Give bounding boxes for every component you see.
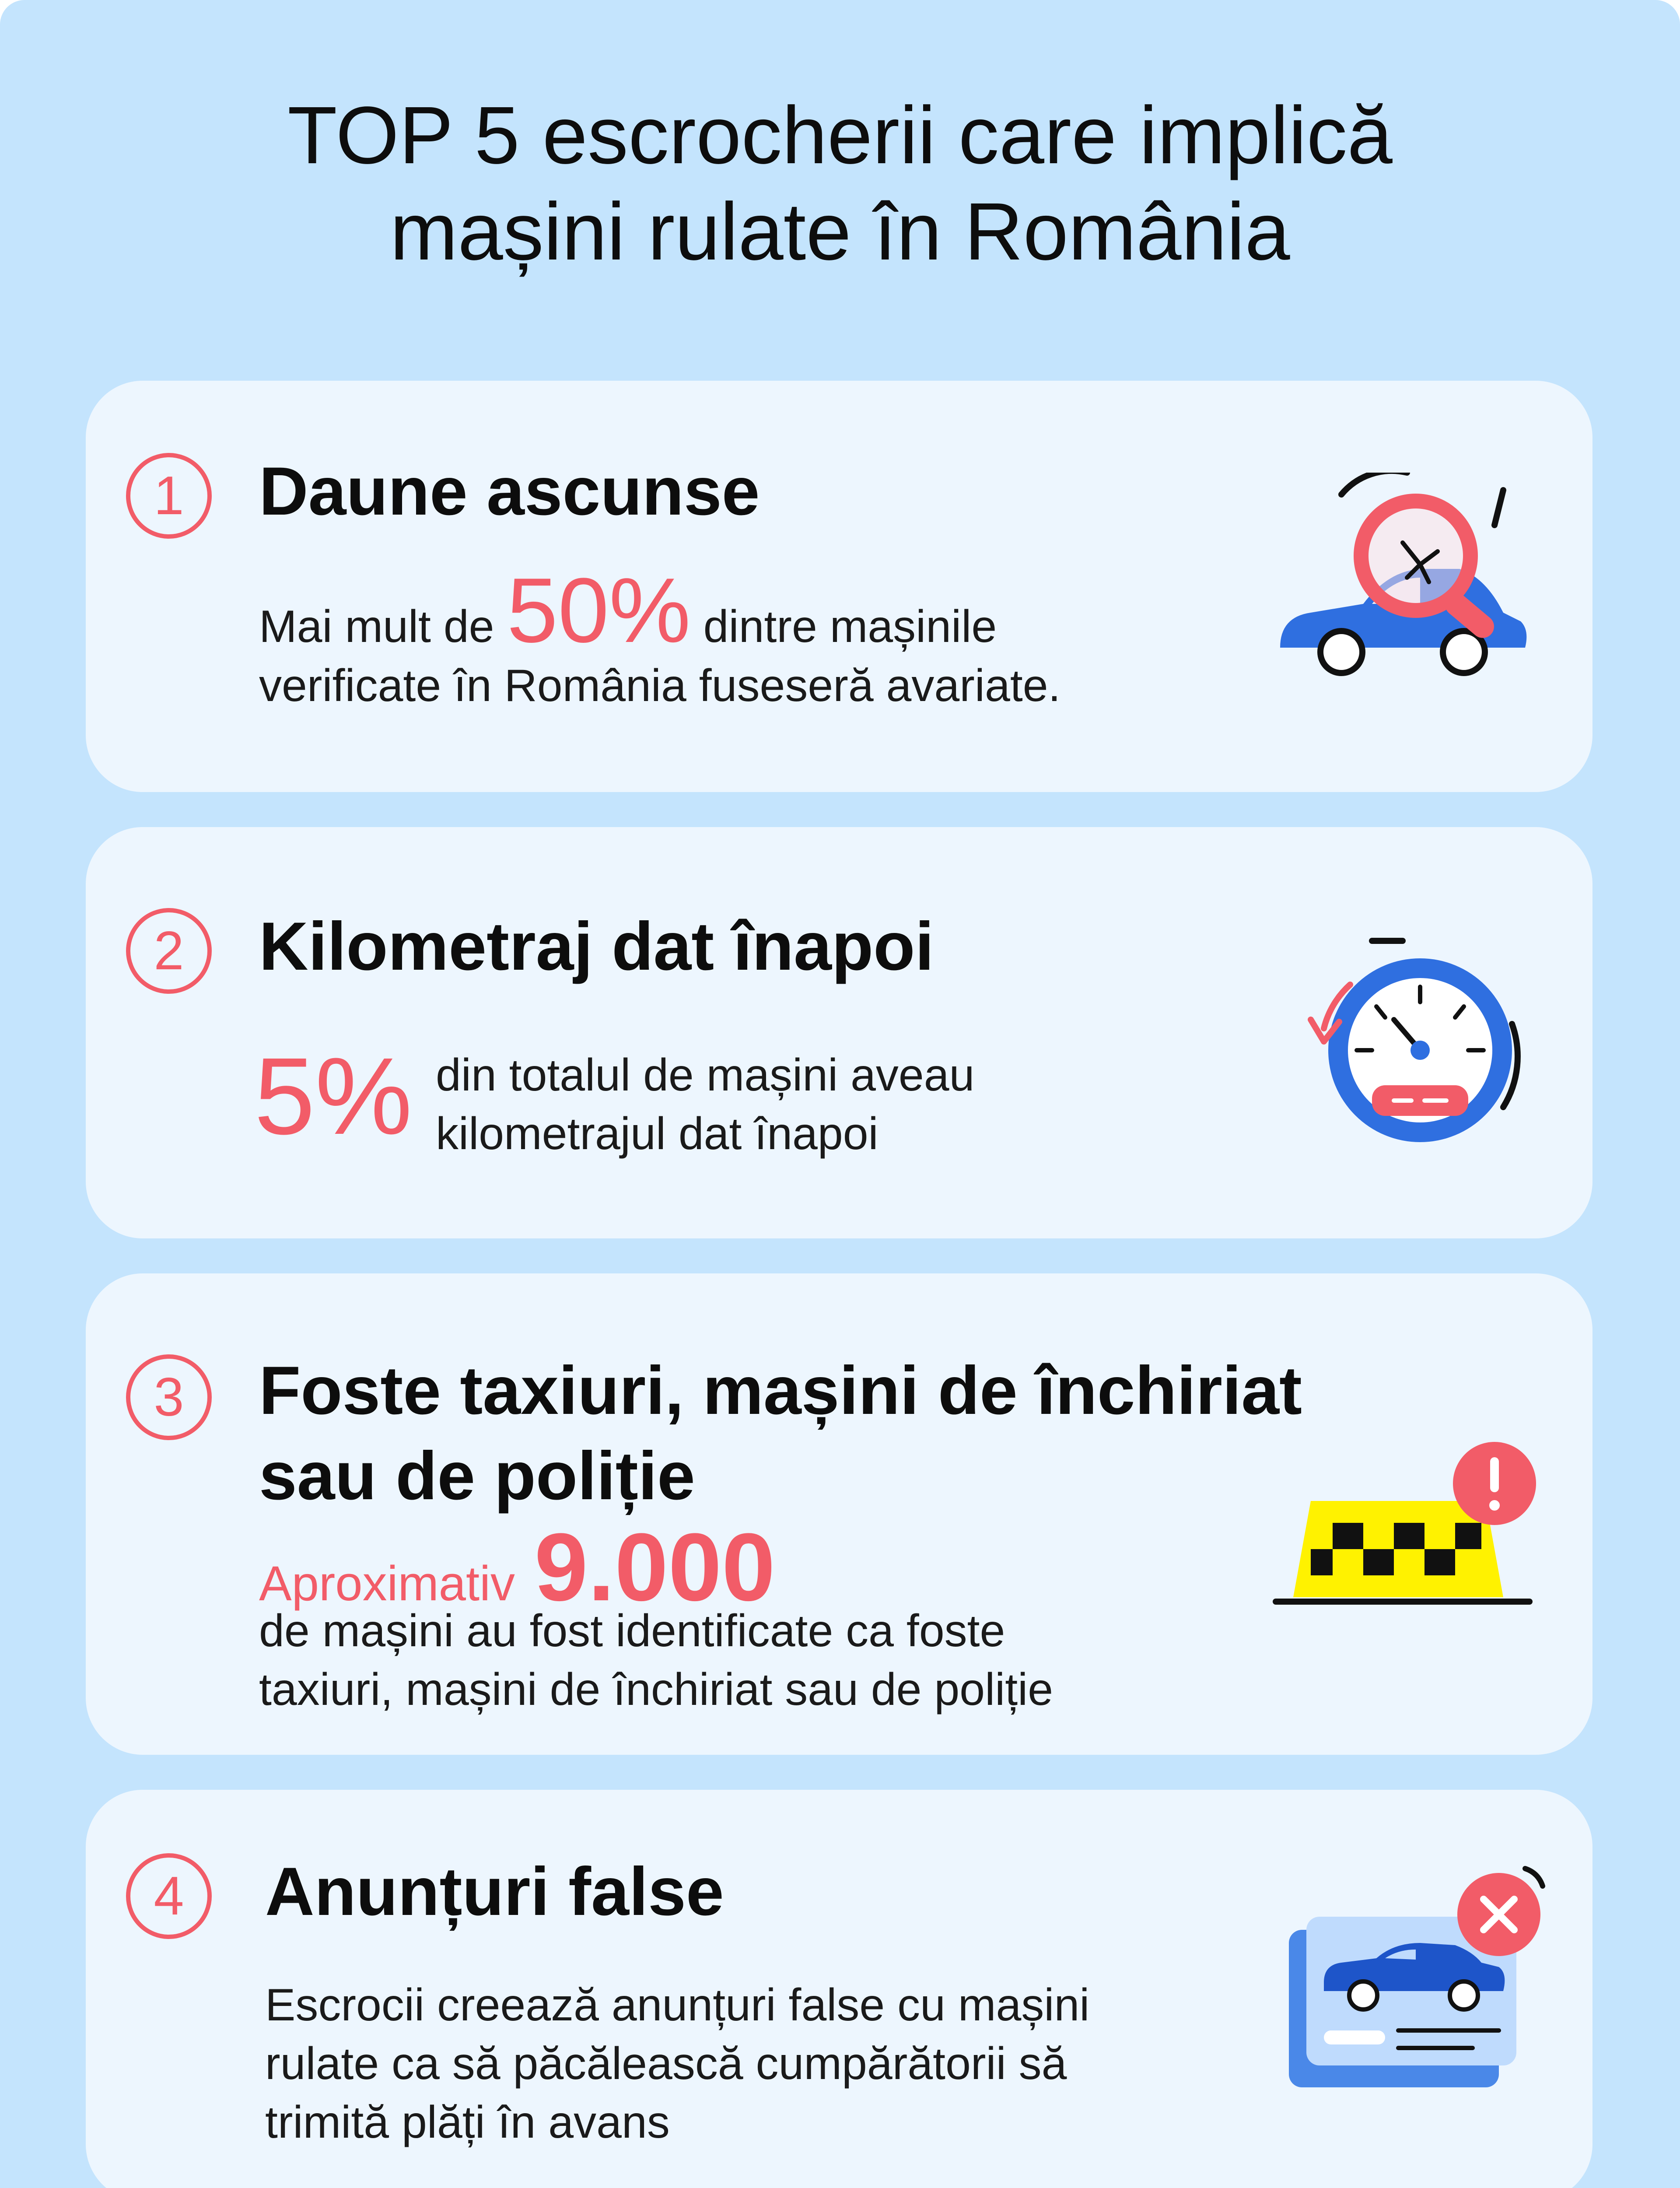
item-number: 1 [126, 453, 212, 539]
stat-highlight: 5% [254, 1035, 413, 1157]
page-title [0, 88, 1680, 280]
text-line-1: de mașini au fost identificate ca foste [259, 1606, 1005, 1656]
text-line-2: kilometrajul dat înapoi [436, 1108, 878, 1159]
item-number: 3 [126, 1354, 212, 1440]
card-description [265, 1976, 1089, 2152]
card-title-line-2: sau de poliție [259, 1438, 695, 1514]
stat-prefix: Aproximativ [259, 1556, 515, 1611]
card-title-line-1: Foste taxiuri, mașini de închiriat [259, 1353, 1302, 1429]
item-number: 4 [126, 1853, 212, 1939]
text-before: Mai mult de [259, 601, 494, 652]
card-title: Anunțuri false [265, 1854, 724, 1930]
card-odometer-rollback [86, 827, 1592, 1238]
card-fake-ads [86, 1790, 1592, 2188]
text-line-1: Escrocii creează anunțuri false cu mașini [265, 1980, 1090, 2030]
card-title: Daune ascunse [259, 453, 760, 529]
card-hidden-damage [86, 381, 1592, 792]
card-description [259, 1602, 1053, 1719]
text-line-2: rulate ca să păcălească cumpărătorii să [265, 2038, 1067, 2089]
odometer-rollback-icon [1276, 923, 1538, 1151]
stat-highlight: 50% [507, 559, 691, 662]
stat-highlight: 9.000 [534, 1513, 776, 1621]
taxi-sign-warning-icon [1267, 1440, 1538, 1623]
text-line-3: trimită plăți în avans [265, 2097, 670, 2148]
fake-listing-card-icon [1280, 1864, 1551, 2109]
damaged-car-magnifier-icon [1276, 473, 1538, 700]
card-title: Kilometraj dat înapoi [259, 908, 934, 985]
card-description [259, 559, 1061, 715]
text-line-2: taxiuri, mașini de închiriat sau de poliție [259, 1664, 1054, 1715]
card-description [436, 1046, 974, 1163]
title-line-2: mașini rulate în România [390, 186, 1290, 277]
text-line-2: verificate în România fuseseră avariate. [259, 660, 1061, 711]
text-line-1: din totalul de mașini aveau [436, 1050, 975, 1101]
item-number: 2 [126, 908, 212, 994]
title-line-1: TOP 5 escrocherii care implică [287, 90, 1393, 181]
card-former-taxis [86, 1273, 1592, 1755]
text-after: dintre mașinile [703, 601, 997, 652]
